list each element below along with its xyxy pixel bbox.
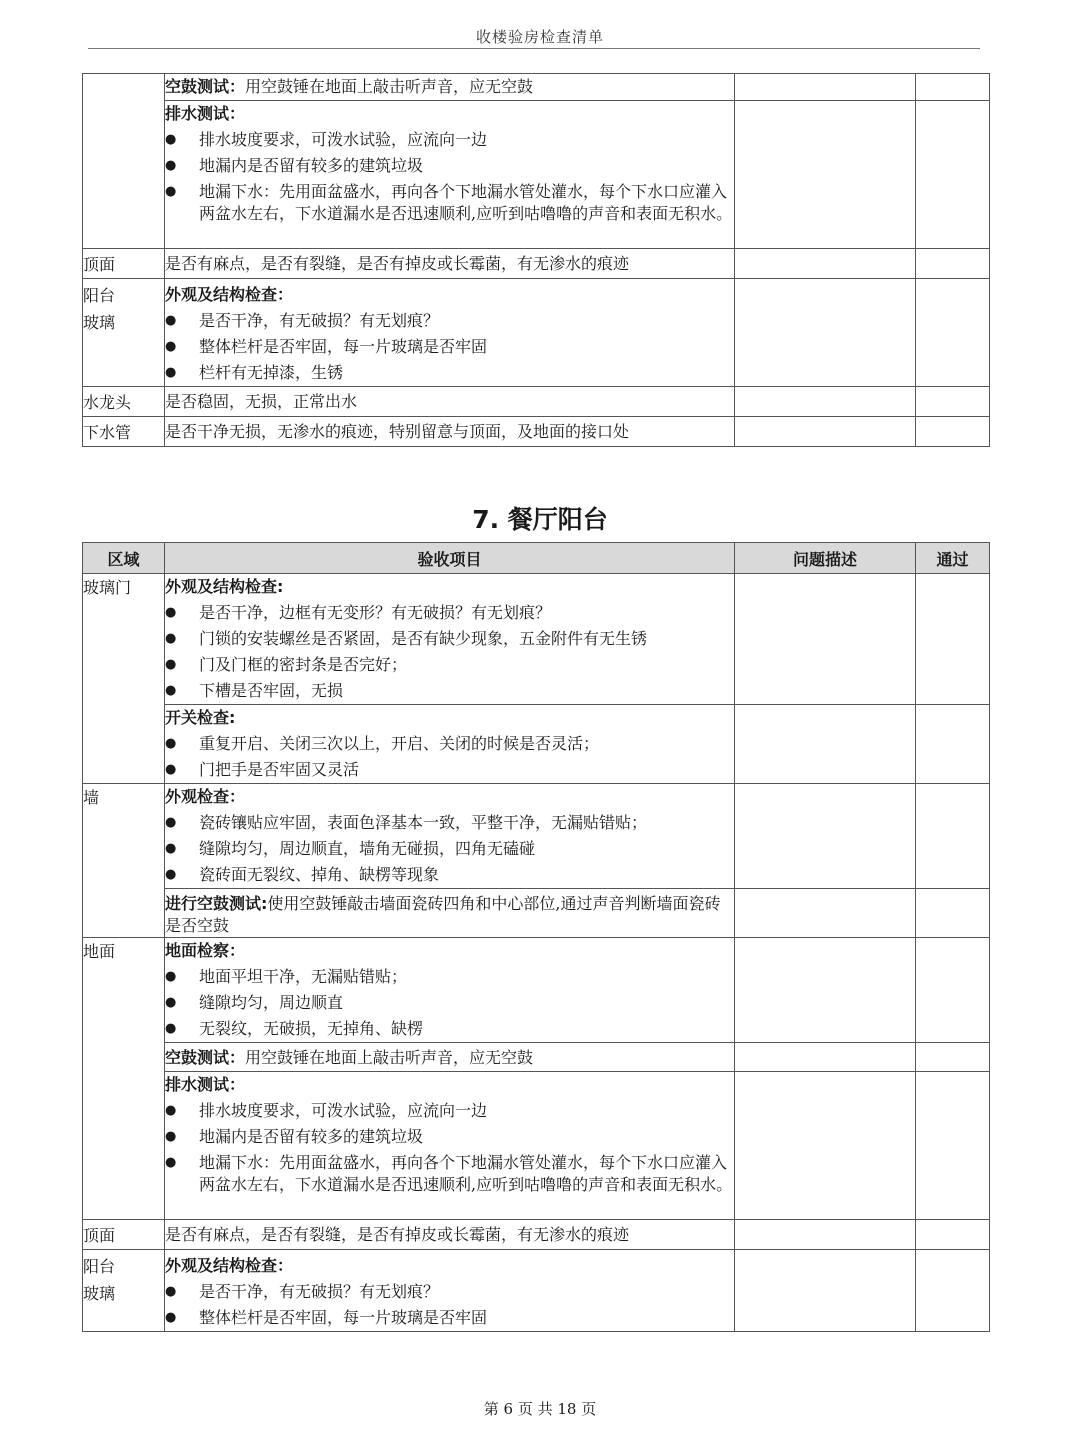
table-row <box>83 1250 990 1332</box>
item-heading: 外观及结构检查： <box>165 1256 294 1275</box>
list-item: ● 地漏下水：先用面盆盛水，再向各个下地漏水管处灌水，每个下水口应灌入两盆水左右，下水道漏水是否迅速顺利,应听到咕噜噜的声音和表面无积水。 <box>165 179 734 227</box>
list-item: ● 地面平坦干净，无漏贴错贴； <box>165 964 734 990</box>
item-heading: 空鼓测试： <box>165 1048 246 1067</box>
column-header-description: 问题描述 <box>735 543 916 574</box>
page-header-title: 收楼验房检查清单 <box>475 28 604 46</box>
pass-cell[interactable] <box>916 279 990 387</box>
pass-cell[interactable] <box>916 387 990 417</box>
item-heading: 外观及结构检查: <box>165 577 284 596</box>
problem-description-cell[interactable] <box>735 74 916 101</box>
check-item-cell <box>165 1043 735 1072</box>
table-row <box>83 74 990 101</box>
check-item-cell <box>165 1072 735 1220</box>
list-item: ● 缝隙均匀，周边顺直 <box>165 990 734 1016</box>
item-text: 是否有麻点，是否有裂缝，是否有掉皮或长霉菌，有无渗水的痕迹 <box>165 254 630 273</box>
list-item: ● 是否干净，边框有无变形？有无破损？有无划痕？ <box>165 600 734 626</box>
table-row <box>83 938 990 1043</box>
problem-description-cell[interactable] <box>735 938 916 1043</box>
item-text: 使用空鼓锤敲击墙面瓷砖四角和中心部位,通过声音判断墙面瓷砖是否空鼓 <box>165 894 721 935</box>
column-header-item: 验收项目 <box>165 543 735 574</box>
item-text: 是否有麻点，是否有裂缝，是否有掉皮或长霉菌，有无渗水的痕迹 <box>165 1225 630 1244</box>
area-label-line: 玻璃 <box>83 1284 116 1303</box>
column-header-area: 区域 <box>83 543 165 574</box>
checklist-table-continued <box>82 73 990 447</box>
problem-description-cell[interactable] <box>735 1043 916 1072</box>
table-row <box>83 417 990 447</box>
item-heading: 进行空鼓测试: <box>165 894 268 913</box>
area-label-line: 玻璃 <box>83 313 116 332</box>
area-cell: 下水管 <box>83 417 165 447</box>
item-heading: 外观及结构检查： <box>165 285 294 304</box>
pass-cell[interactable] <box>916 1072 990 1220</box>
list-item: ● 整体栏杆是否牢固，每一片玻璃是否牢固 <box>165 1305 734 1331</box>
pass-cell[interactable] <box>916 889 990 938</box>
list-item: ● 重复开启、关闭三次以上，开启、关闭的时候是否灵活； <box>165 731 734 757</box>
list-item: ● 门把手是否牢固又灵活 <box>165 757 734 783</box>
problem-description-cell[interactable] <box>735 279 916 387</box>
list-item: ● 是否干净，有无破损？有无划痕？ <box>165 308 734 334</box>
pass-cell[interactable] <box>916 74 990 101</box>
problem-description-cell[interactable] <box>735 1072 916 1220</box>
item-heading: 外观检查： <box>165 787 246 806</box>
pass-cell[interactable] <box>916 705 990 784</box>
table-row <box>83 705 990 784</box>
list-item: ● 地漏内是否留有较多的建筑垃圾 <box>165 1124 734 1150</box>
list-item: ● 门及门框的密封条是否完好； <box>165 652 734 678</box>
problem-description-cell[interactable] <box>735 101 916 249</box>
area-cell: 水龙头 <box>83 387 165 417</box>
table-row <box>83 249 990 279</box>
check-item-cell <box>165 1250 735 1332</box>
check-item-cell <box>165 938 735 1043</box>
item-text: 是否稳固，无损，正常出水 <box>165 392 358 411</box>
pass-cell[interactable] <box>916 101 990 249</box>
item-text: 用空鼓锤在地面上敲击听声音，应无空鼓 <box>245 1048 534 1067</box>
section-title: 7. 餐厅阳台 <box>472 505 608 534</box>
area-cell: 玻璃门 <box>83 574 165 784</box>
check-item-cell <box>165 279 735 387</box>
pass-cell[interactable] <box>916 574 990 705</box>
pass-cell[interactable] <box>916 938 990 1043</box>
table-row <box>83 1072 990 1220</box>
pass-cell[interactable] <box>916 1043 990 1072</box>
check-item-cell <box>165 1220 735 1250</box>
check-item-cell <box>165 417 735 447</box>
problem-description-cell[interactable] <box>735 574 916 705</box>
table-row <box>83 101 990 249</box>
list-item: ● 缝隙均匀，周边顺直，墙角无碰损，四角无磕碰 <box>165 836 734 862</box>
pass-cell[interactable] <box>916 417 990 447</box>
item-heading: 排水测试： <box>165 1075 246 1094</box>
table-row <box>83 784 990 889</box>
list-item: ● 地漏下水：先用面盆盛水，再向各个下地漏水管处灌水，每个下水口应灌入两盆水左右，下水道漏水是否迅速顺利,应听到咕噜噜的声音和表面无积水。 <box>165 1150 734 1198</box>
problem-description-cell[interactable] <box>735 249 916 279</box>
check-item-cell <box>165 889 735 938</box>
item-text: 用空鼓锤在地面上敲击听声音，应无空鼓 <box>245 77 534 96</box>
problem-description-cell[interactable] <box>735 705 916 784</box>
list-item: ● 是否干净，有无破损？有无划痕？ <box>165 1279 734 1305</box>
problem-description-cell[interactable] <box>735 784 916 889</box>
list-item: ● 排水坡度要求，可泼水试验，应流向一边 <box>165 127 734 153</box>
page-footer-pagination: 第 6 页 共 18 页 <box>483 1400 597 1418</box>
area-cell: 地面 <box>83 938 165 1220</box>
list-item: ● 无裂纹，无破损，无掉角、缺楞 <box>165 1016 734 1042</box>
table-row <box>83 387 990 417</box>
area-cell: 墙 <box>83 784 165 938</box>
pass-cell[interactable] <box>916 1250 990 1332</box>
area-label-line: 阳台 <box>83 286 116 305</box>
problem-description-cell[interactable] <box>735 1220 916 1250</box>
area-label-line: 阳台 <box>83 1257 116 1276</box>
pass-cell[interactable] <box>916 784 990 889</box>
table-row <box>83 279 990 387</box>
table-row <box>83 1220 990 1250</box>
problem-description-cell[interactable] <box>735 387 916 417</box>
item-heading: 排水测试： <box>165 104 246 123</box>
check-item-cell <box>165 574 735 705</box>
table-header-row <box>83 543 990 574</box>
table-row <box>83 889 990 938</box>
check-item-cell <box>165 784 735 889</box>
list-item: ● 下槽是否牢固，无损 <box>165 678 734 704</box>
table-row <box>83 1043 990 1072</box>
item-text: 是否干净无损，无渗水的痕迹，特别留意与顶面，及地面的接口处 <box>165 422 630 441</box>
item-heading: 空鼓测试： <box>165 77 246 96</box>
area-cell <box>83 1250 165 1332</box>
area-cell: 顶面 <box>83 249 165 279</box>
item-heading: 开关检查: <box>165 708 236 727</box>
check-item-cell <box>165 101 735 249</box>
header-divider <box>88 48 980 49</box>
check-item-cell <box>165 249 735 279</box>
area-cell <box>83 279 165 387</box>
list-item: ● 门锁的安装螺丝是否紧固，是否有缺少现象，五金附件有无生锈 <box>165 626 734 652</box>
list-item: ● 地漏内是否留有较多的建筑垃圾 <box>165 153 734 179</box>
list-item: ● 瓷砖镶贴应牢固，表面色泽基本一致，平整干净，无漏贴错贴； <box>165 810 734 836</box>
pass-cell[interactable] <box>916 249 990 279</box>
list-item: ● 栏杆有无掉漆，生锈 <box>165 360 734 386</box>
problem-description-cell[interactable] <box>735 889 916 938</box>
area-cell: 顶面 <box>83 1220 165 1250</box>
list-item: ● 瓷砖面无裂纹、掉角、缺楞等现象 <box>165 862 734 888</box>
list-item: ● 排水坡度要求，可泼水试验，应流向一边 <box>165 1098 734 1124</box>
checklist-table-dining-balcony <box>82 542 990 1332</box>
check-item-cell <box>165 387 735 417</box>
check-item-cell <box>165 705 735 784</box>
column-header-pass: 通过 <box>916 543 990 574</box>
problem-description-cell[interactable] <box>735 417 916 447</box>
check-item-cell <box>165 74 735 101</box>
table-row <box>83 574 990 705</box>
problem-description-cell[interactable] <box>735 1250 916 1332</box>
item-heading: 地面检察： <box>165 941 246 960</box>
area-cell <box>83 74 165 249</box>
list-item: ● 整体栏杆是否牢固，每一片玻璃是否牢固 <box>165 334 734 360</box>
pass-cell[interactable] <box>916 1220 990 1250</box>
